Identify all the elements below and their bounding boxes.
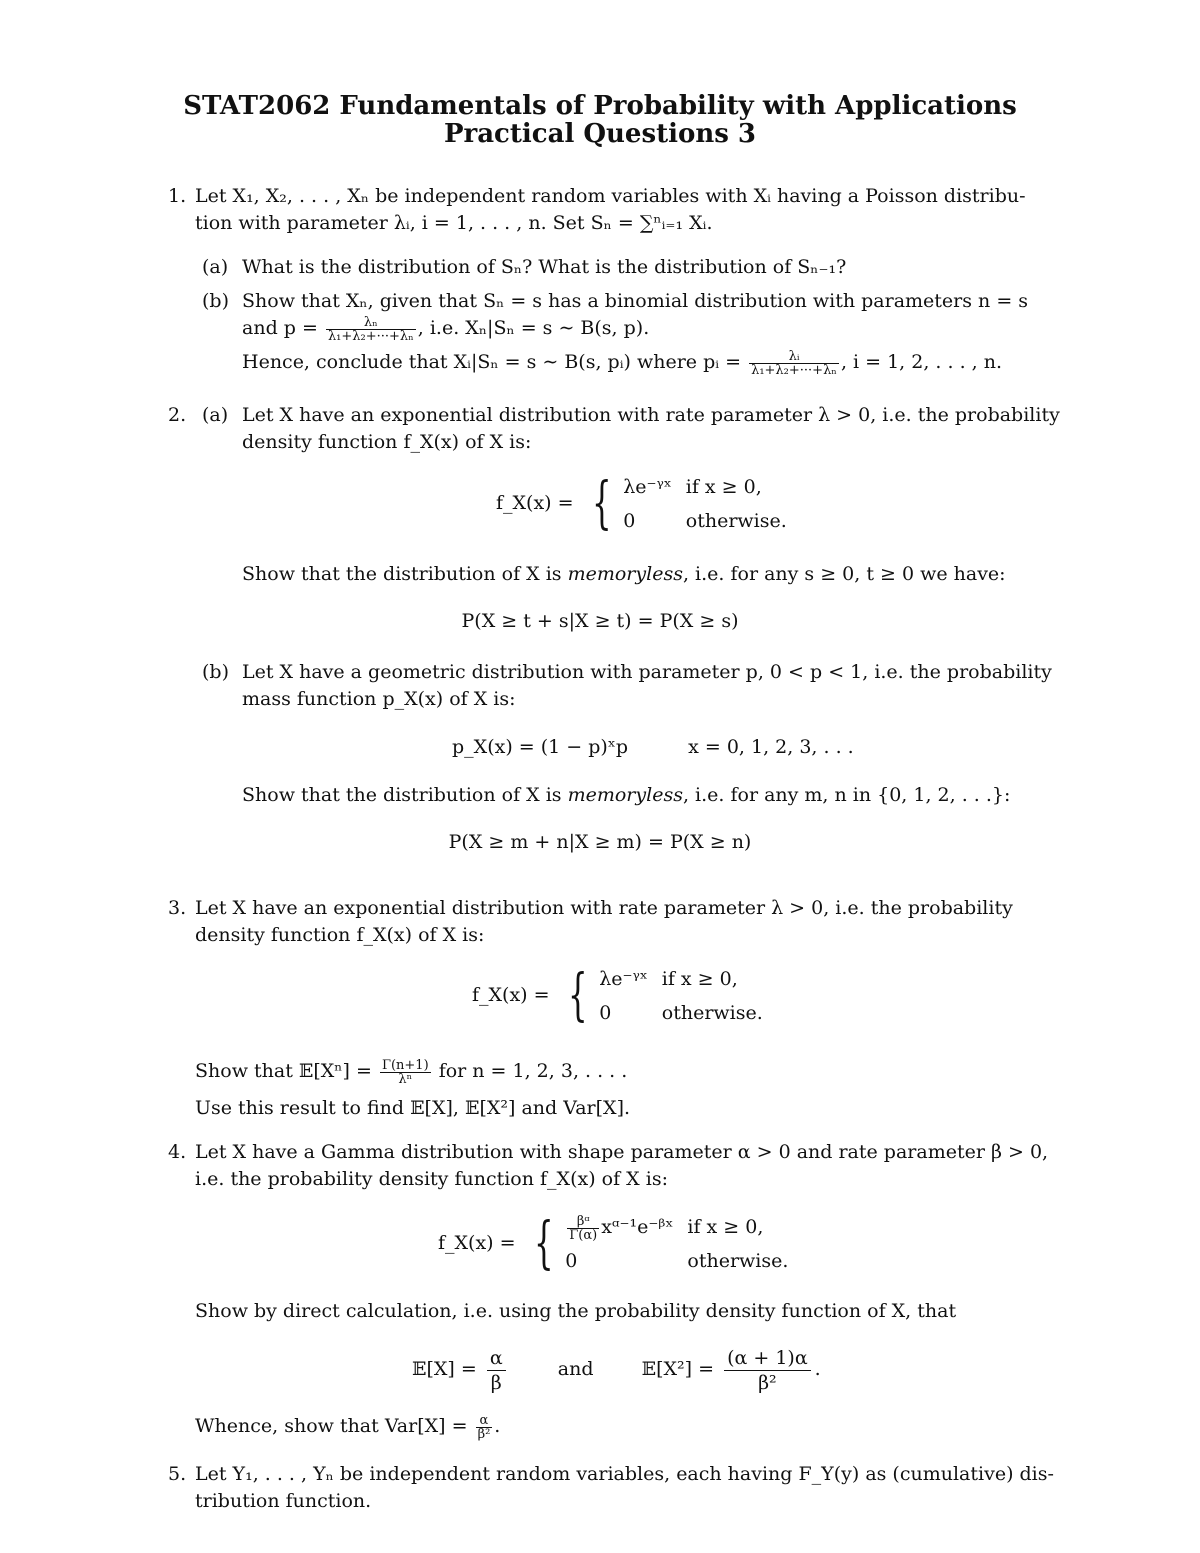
part-label: (a) <box>202 404 229 426</box>
fraction-numerator: α <box>476 1414 493 1428</box>
case-expression: 0 <box>623 510 636 532</box>
text-segment: Show that the distribution of X is <box>242 784 568 806</box>
equation-lhs: f_X(x) = <box>472 984 550 1006</box>
question-text-line <box>195 1413 500 1441</box>
fraction-numerator: λᵢ <box>749 350 839 364</box>
equation-support: x = 0, 1, 2, 3, . . . <box>688 736 854 758</box>
case-condition: if x ≥ 0, <box>661 968 738 990</box>
question-text-line: Let Y₁, . . . , Yₙ be independent random variables, each having F_Y(y) as (cumulative) dis- <box>195 1463 1054 1485</box>
fraction-denominator: β² <box>758 1371 777 1394</box>
part-text <box>242 315 649 343</box>
text-segment: , i.e. for any m, n in {0, 1, 2, . . .}: <box>682 784 1011 806</box>
brace-icon: { <box>591 471 612 536</box>
connective-text: and <box>557 1358 594 1380</box>
document-title: STAT2062 Fundamentals of Probability with Applications <box>183 91 1017 121</box>
display-equation: P(X ≥ t + s|X ≥ t) = P(X ≥ s) <box>461 610 739 632</box>
case-condition: otherwise. <box>685 510 787 532</box>
cases <box>522 1210 803 1278</box>
question-text-line: Let X₁, X₂, . . . , Xₙ be independent random variables with Xᵢ having a Poisson distribu- <box>195 185 1026 207</box>
part-text <box>242 561 1006 588</box>
fraction-denominator: λ₁+λ₂+···+λₙ <box>751 362 837 378</box>
question-text-line: Show by direct calculation, i.e. using the probability density function of X, that <box>195 1300 957 1322</box>
fraction-denominator: β² <box>477 1426 491 1442</box>
part-text <box>242 782 1010 809</box>
text-segment: Show that the distribution of X is <box>242 563 568 585</box>
question-text-line: Let X have an exponential distribution with rate parameter λ > 0, i.e. the probability <box>195 897 1013 919</box>
piecewise-equation <box>496 470 801 538</box>
question-number: 5. <box>168 1463 187 1485</box>
case-condition: if x ≥ 0, <box>685 476 762 498</box>
fraction-numerator: βᵅ <box>567 1215 599 1229</box>
display-equation: P(X ≥ m + n|X ≥ m) = P(X ≥ n) <box>448 831 752 853</box>
document-subtitle: Practical Questions 3 <box>443 119 757 149</box>
fraction-numerator: λₙ <box>326 316 416 330</box>
case-expression <box>565 1210 687 1244</box>
fraction-numerator: α <box>487 1346 506 1371</box>
fraction-denominator: λ₁+λ₂+···+λₙ <box>327 328 414 344</box>
formula-text: and p = <box>242 317 318 339</box>
fraction <box>476 1414 493 1441</box>
case-condition: otherwise. <box>687 1250 789 1272</box>
question-text-line: i.e. the probability density function f_X(x) of X is: <box>195 1168 668 1190</box>
piecewise-equation <box>438 1210 802 1278</box>
question-text-line: Use this result to find 𝔼[X], 𝔼[X²] and Var[X]. <box>195 1097 631 1119</box>
question-text-line: tribution function. <box>195 1490 372 1512</box>
part-text: density function f_X(x) of X is: <box>242 431 532 453</box>
cases <box>580 470 801 538</box>
brace-icon: { <box>567 963 588 1028</box>
emphasis: memoryless <box>567 784 683 806</box>
case-expression: λe⁻ᵞˣ <box>599 968 648 990</box>
fraction-numerator: (α + 1)α <box>724 1346 811 1371</box>
formula-text: . <box>814 1358 821 1380</box>
formula-text: xᵅ⁻¹e⁻ᵝˣ <box>601 1216 674 1238</box>
part-text: What is the distribution of Sₙ? What is the distribution of Sₙ₋₁? <box>242 256 847 278</box>
display-equation <box>412 1342 821 1396</box>
fraction-numerator: Γ(n+1) <box>381 1057 429 1073</box>
question-text-line <box>195 1058 627 1086</box>
question-number: 2. <box>168 404 187 426</box>
part-text <box>242 349 1002 377</box>
part-label: (a) <box>202 256 229 278</box>
formula-text: Show that 𝔼[Xⁿ] = <box>195 1060 372 1082</box>
case-expression: 0 <box>565 1250 578 1272</box>
question-number: 3. <box>168 897 187 919</box>
formula-text: Whence, show that Var[X] = <box>195 1415 468 1437</box>
part-text: Let X have a geometric distribution with parameter p, 0 < p < 1, i.e. the probability <box>242 661 1052 683</box>
display-equation <box>452 734 854 761</box>
fraction <box>749 350 839 377</box>
part-text: Let X have an exponential distribution with rate parameter λ > 0, i.e. the probability <box>242 404 1060 426</box>
question-text-line: density function f_X(x) of X is: <box>195 924 485 946</box>
case-condition: otherwise. <box>661 1002 763 1024</box>
fraction-denominator: Γ(α) <box>569 1227 598 1243</box>
equation-lhs: f_X(x) = <box>438 1232 516 1254</box>
part-label: (b) <box>202 290 229 312</box>
equation: p_X(x) = (1 − p)ˣp <box>452 736 629 758</box>
fraction-denominator: λⁿ <box>398 1071 413 1087</box>
formula-text: . <box>494 1415 501 1437</box>
fraction <box>487 1346 506 1395</box>
piecewise-equation <box>472 962 777 1030</box>
question-number: 4. <box>168 1141 187 1163</box>
equation-lhs: 𝔼[X] = <box>412 1358 477 1380</box>
part-text: Show that Xₙ, given that Sₙ = s has a binomial distribution with parameters n = s <box>242 290 1029 312</box>
question-number: 1. <box>168 185 187 207</box>
part-label: (b) <box>202 661 229 683</box>
fraction <box>380 1059 431 1086</box>
fraction-denominator: β <box>490 1371 502 1394</box>
case-expression: λe⁻ᵞˣ <box>623 476 672 498</box>
fraction <box>724 1346 811 1395</box>
part-text: mass function p_X(x) of X is: <box>242 688 516 710</box>
formula-text: , i = 1, 2, . . . , n. <box>840 351 1003 373</box>
brace-icon: { <box>533 1211 554 1276</box>
fraction <box>567 1215 599 1242</box>
cases <box>556 962 777 1030</box>
emphasis: memoryless <box>567 563 683 585</box>
case-condition: if x ≥ 0, <box>687 1216 764 1238</box>
formula-text: for n = 1, 2, 3, . . . . <box>438 1060 628 1082</box>
question-text-line: Let X have a Gamma distribution with shape parameter α > 0 and rate parameter β > 0, <box>195 1141 1049 1163</box>
text-segment: , i.e. for any s ≥ 0, t ≥ 0 we have: <box>682 563 1006 585</box>
equation-lhs: f_X(x) = <box>496 492 574 514</box>
equation-lhs: 𝔼[X²] = <box>641 1358 715 1380</box>
formula-text: Hence, conclude that Xᵢ|Sₙ = s ∼ B(s, pᵢ) where pᵢ = <box>242 351 742 373</box>
formula-text: , i.e. Xₙ|Sₙ = s ∼ B(s, p). <box>417 317 650 339</box>
case-expression: 0 <box>599 1002 612 1024</box>
question-text-line: tion with parameter λᵢ, i = 1, . . . , n. Set Sₙ = ∑ⁿᵢ₌₁ Xᵢ. <box>195 212 713 234</box>
fraction <box>326 316 416 343</box>
